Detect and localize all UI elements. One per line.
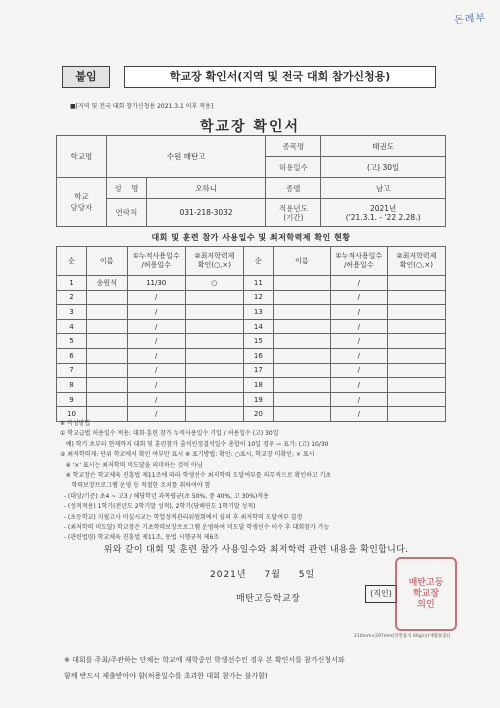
cell-r-no: 12: [243, 290, 273, 305]
cell-l-name: [86, 363, 127, 378]
attendance-row: [57, 290, 446, 305]
cell-l-no: 9: [57, 392, 87, 407]
school-label: 학교명: [57, 136, 107, 178]
allowed-days-label: 허용일수: [266, 157, 321, 178]
gender-value: 남고: [321, 178, 446, 199]
cell-l-name: [86, 319, 127, 334]
cell-l-days: /: [127, 305, 185, 320]
cell-r-min: [387, 334, 445, 349]
name-value: 오하니: [146, 178, 266, 199]
note-line: 학력보장프로그램 운영 등 적절한 조치를 취하여야 함: [60, 482, 211, 490]
note-line: - (최저학력 미도달) 학교장은 기초학력보장프로그램 운영하여 미도달 학생선수 이수 후 대회참가 가능: [60, 524, 330, 532]
note-line: 예) 학기 초부터 현재까지 대회 및 훈련참가 출석인정결석일수 총합이 10일 경우 ⇨ 표기: (고) 10/30: [60, 440, 329, 448]
cell-l-no: 7: [57, 363, 87, 378]
footer-note: [64, 652, 464, 684]
gender-label: 종별: [266, 178, 321, 199]
handwritten-corner-note: 돈례부: [453, 12, 487, 27]
cell-r-days: /: [330, 363, 387, 378]
cell-l-name: [86, 348, 127, 363]
cell-r-min: [387, 319, 445, 334]
cell-l-no: 6: [57, 348, 87, 363]
cell-l-no: 1: [57, 276, 87, 291]
cell-l-days: /: [127, 319, 185, 334]
name-label: 성 명: [106, 178, 146, 199]
principal-name: 매탄고등학교장: [236, 594, 301, 604]
cell-r-no: 18: [243, 378, 273, 393]
cell-l-min: [185, 319, 243, 334]
cell-l-min: [185, 378, 243, 393]
col-days-right: ①누적사용일수 /허용일수: [330, 247, 387, 276]
cell-r-min: [387, 363, 445, 378]
note-line: ② 최저학력제: 단위 학교에서 확인 여부만 표시 ※ 표기방법: 확인: ○표시, 학교장 미확인: × 표시: [60, 451, 315, 459]
attendance-row: [57, 319, 446, 334]
cell-l-name: 송원석: [86, 276, 127, 291]
attendance-table: [56, 246, 446, 422]
cell-r-min: [387, 392, 445, 407]
staff-label: 학교 담당자: [57, 178, 107, 227]
cell-r-min: [387, 276, 445, 291]
cell-r-days: /: [330, 407, 387, 422]
confirmation-text: 위와 같이 대회 및 훈련 참가 사용일수와 최저학력 관련 내용을 확인합니다.: [103, 545, 409, 555]
document-date: [210, 567, 329, 580]
cell-r-min: [387, 378, 445, 393]
cell-r-days: /: [330, 348, 387, 363]
col-name-left: 이름: [86, 247, 127, 276]
period-value: 2021년 ('21.3.1. - '22 2.28.): [321, 199, 446, 227]
section-title: 대회 및 훈련 참가 사용일수 및 최저학력제 확인 현황: [151, 233, 351, 242]
cell-r-no: 19: [243, 392, 273, 407]
cell-r-days: /: [330, 334, 387, 349]
note-line: ※ '×' 표시는 최저학력 미도달을 의미하는 것이 아님: [60, 461, 203, 469]
cell-r-no: 20: [243, 407, 273, 422]
col-no-left: 순: [57, 247, 87, 276]
note-line: - (초등학교) 지필고사 미실시교는 학업성적관리위원회에서 심의 후 최저학력 도달여부 결정: [60, 513, 303, 521]
allowed-days-value: (고) 30일: [321, 157, 446, 178]
header-row: [62, 66, 438, 88]
cell-l-no: 2: [57, 290, 87, 305]
cell-l-name: [86, 392, 127, 407]
note-line: - (성적적용) 1학기(전년도 2학기말 성적), 2학기(당해연도 1학기말 성적): [60, 503, 256, 511]
attachment-tag: 붙임: [62, 66, 110, 88]
footer-line-1: ※ 대회를 주최/주관하는 단체는 학교에 재학중인 학생선수인 경우 본 확인서를 참가신청서와: [64, 656, 345, 664]
col-min-left: ②최저학력제 확인(○,×): [185, 247, 243, 276]
date-month: 7월: [264, 570, 281, 580]
cell-r-min: [387, 305, 445, 320]
stamp-text: 매탄고등 학교장 의인: [408, 577, 444, 610]
cell-r-no: 17: [243, 363, 273, 378]
cell-l-days: /: [127, 392, 185, 407]
document-title: 학교장 확인서: [199, 119, 301, 135]
cell-l-days: /: [127, 378, 185, 393]
col-name-right: 이름: [273, 247, 330, 276]
cell-r-days: /: [330, 290, 387, 305]
cell-r-days: /: [330, 319, 387, 334]
footer-line-2: 함께 반드시 제출받아야 함(허용일수를 초과한 대회 참가는 불가함): [64, 672, 268, 680]
contact-label: 연락처: [106, 199, 146, 227]
cell-r-name: [273, 392, 330, 407]
cell-r-days: /: [330, 305, 387, 320]
cell-l-no: 4: [57, 319, 87, 334]
period-label: 적용년도 (기간): [266, 199, 321, 227]
cell-r-days: /: [330, 276, 387, 291]
cell-r-no: 15: [243, 334, 273, 349]
contact-value: 031-218-3032: [146, 199, 266, 227]
cell-l-days: /: [127, 290, 185, 305]
cell-l-days: /: [127, 334, 185, 349]
note-line: - (관련법령) 학교체육 진흥법 제11조, 동법 시행규칙 제6조: [60, 534, 220, 542]
cell-r-name: [273, 319, 330, 334]
apply-note: ■[지역 및 전국 대회 참가신청용 2021.3.1 이후 적용]: [70, 103, 214, 110]
cell-l-no: 8: [57, 378, 87, 393]
cell-l-min: [185, 348, 243, 363]
cell-r-no: 13: [243, 305, 273, 320]
cell-r-no: 16: [243, 348, 273, 363]
cell-l-no: 10: [57, 407, 87, 422]
cell-l-min: [185, 334, 243, 349]
cell-l-name: [86, 378, 127, 393]
cell-r-days: /: [330, 378, 387, 393]
col-min-right: ②최저학력제 확인(○,×): [387, 247, 445, 276]
cell-r-name: [273, 363, 330, 378]
attendance-row: [57, 348, 446, 363]
cell-l-days: /: [127, 363, 185, 378]
cell-r-name: [273, 305, 330, 320]
cell-l-name: [86, 290, 127, 305]
red-official-stamp: [395, 557, 457, 631]
cell-l-days: 11/30: [127, 276, 185, 291]
attendance-header-row: [57, 247, 446, 276]
note-line: ① 학교급별 허용일수 적용: 대회·훈련 참가 누적사용일수 기입 / 허용일수 (고) 30일: [60, 430, 279, 438]
col-days-left: ①누적사용일수 /허용일수: [127, 247, 185, 276]
cell-r-name: [273, 276, 330, 291]
cell-r-name: [273, 334, 330, 349]
note-line: ※ 학교장은 학교체육 진흥법 제11조에 따라 학생선수 최저학력 도달여부를 의무적으로 확인하고 기초: [60, 472, 332, 480]
event-value: 태권도: [321, 136, 446, 157]
form-title-box: 학교장 확인서(지역 및 전국 대회 참가신청용): [124, 66, 436, 88]
cell-r-days: /: [330, 392, 387, 407]
cell-l-min: [185, 290, 243, 305]
attendance-row: [57, 392, 446, 407]
cell-l-min: [185, 305, 243, 320]
cell-r-name: [273, 348, 330, 363]
cell-r-min: [387, 290, 445, 305]
cell-r-name: [273, 378, 330, 393]
cell-l-days: /: [127, 348, 185, 363]
cell-l-min: [185, 363, 243, 378]
cell-l-days: /: [127, 407, 185, 422]
attendance-row: [57, 276, 446, 291]
school-info-table: [56, 135, 446, 227]
paper-size-note: 210mm×297mm[일반용지 60g/㎡(재활용품)]: [354, 634, 451, 639]
cell-l-name: [86, 334, 127, 349]
writing-guide-notes: [60, 419, 450, 544]
cell-l-no: 5: [57, 334, 87, 349]
note-line: - (대상/기준) 초4 ~ 고3 / 해당학년 과목평균(초 50%, 중 40%, 고 30%)적용: [60, 492, 269, 500]
attendance-row: [57, 378, 446, 393]
event-label: 종목명: [266, 136, 321, 157]
cell-r-name: [273, 290, 330, 305]
cell-r-no: 11: [243, 276, 273, 291]
attendance-row: [57, 334, 446, 349]
cell-l-name: [86, 305, 127, 320]
school-value: 수원 매탄고: [106, 136, 266, 178]
col-no-right: 순: [243, 247, 273, 276]
attendance-row: [57, 305, 446, 320]
note-line: ※ 작성방법: [60, 420, 91, 427]
cell-r-no: 14: [243, 319, 273, 334]
cell-l-no: 3: [57, 305, 87, 320]
date-day: 5일: [298, 570, 316, 580]
cell-l-min: [185, 392, 243, 407]
official-seal-label: (직인): [365, 585, 397, 603]
date-year: 2021년: [210, 570, 247, 580]
cell-r-min: [387, 348, 445, 363]
attendance-row: [57, 363, 446, 378]
cell-l-min: ○: [185, 276, 243, 291]
